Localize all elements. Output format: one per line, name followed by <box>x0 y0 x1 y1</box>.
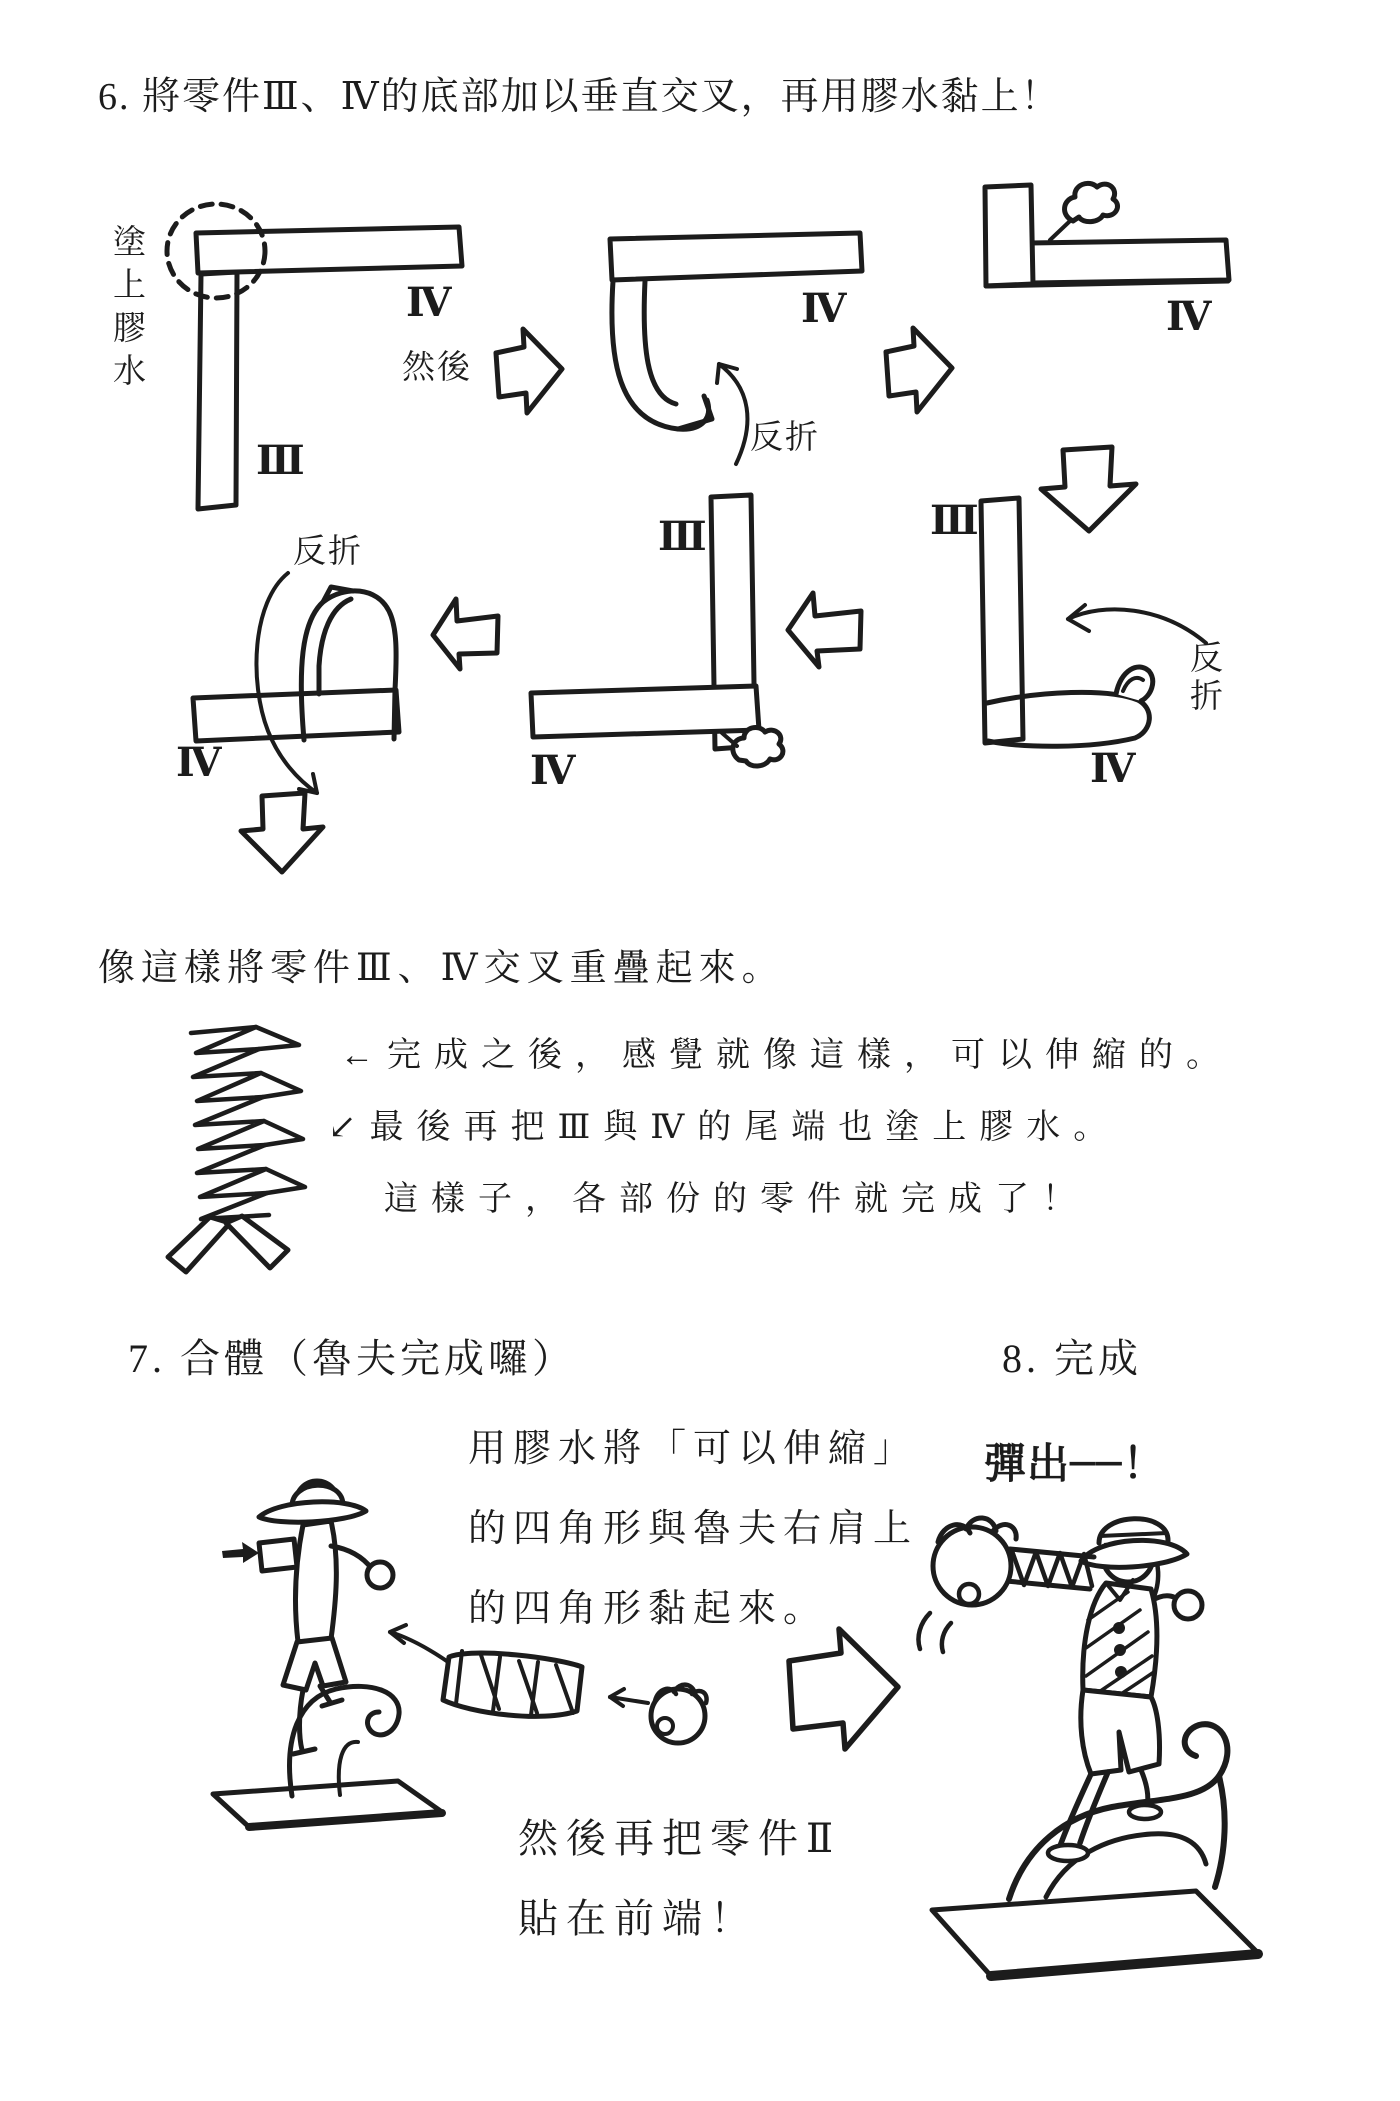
label-fold-back-1: 反折 <box>750 420 820 456</box>
spring-sample-icon <box>168 1027 305 1272</box>
step6-title: 6. 將零件Ⅲ、Ⅳ的底部加以垂直交叉，再用膠水黏上！ <box>98 76 1061 118</box>
label-part-iii-3: Ⅲ <box>658 514 707 559</box>
step7-note-line-2: 貼在前端！ <box>518 1896 758 1941</box>
step6-arrow-left-icon <box>788 593 861 667</box>
step6-arrow-down-2-icon <box>241 793 323 872</box>
label-fold-back-3: 反折 <box>293 534 363 570</box>
label-part-iv-2: Ⅳ <box>801 286 847 331</box>
step7-instruction-line-2: 的四角形與魯夫右肩上 <box>468 1508 919 1550</box>
step6-arrow-down-icon <box>1041 447 1136 531</box>
step7-figure-icon <box>213 1481 458 1827</box>
label-part-iv-1: Ⅳ <box>406 280 452 325</box>
step7-instruction-line-1: 用膠水將「可以伸縮」 <box>468 1428 919 1470</box>
step7-title: 7. 合體（魯夫完成囉） <box>128 1336 576 1381</box>
label-part-iii-1: Ⅲ <box>256 438 305 483</box>
step6-arrow-right-2-icon <box>886 328 952 412</box>
step8-title: 8. 完成 <box>1002 1336 1142 1381</box>
label-part-iii-2: Ⅲ <box>930 498 979 543</box>
step6-note-3: 這樣子，各部份的零件就完成了！ <box>384 1181 1089 1218</box>
step6-note-2: ↙最後再把Ⅲ與Ⅳ的尾端也塗上膠水。 <box>328 1109 1121 1146</box>
label-then: 然後 <box>402 350 472 386</box>
label-apply-glue: 塗上膠水 <box>107 224 144 396</box>
step6-arrow-left-2-icon <box>433 599 498 669</box>
step8-figure-icon <box>918 1518 1258 1976</box>
step7-arrow-right-icon <box>789 1629 898 1749</box>
step7-note-line-1: 然後再把零件Ⅱ <box>518 1816 842 1861</box>
label-fold-back-2: 反折 <box>1184 640 1221 716</box>
step6-note-1: ←完成之後，感覺就像這樣，可以伸縮的。 <box>340 1037 1233 1074</box>
label-part-iv-4: Ⅳ <box>1090 746 1136 791</box>
step6-diagram-3-glued-icon <box>985 183 1229 286</box>
label-part-iv-5: Ⅳ <box>530 748 576 793</box>
step6-diagram-5-cross-icon <box>531 495 783 766</box>
spring-piece-icon <box>443 1651 582 1716</box>
fist-piece-icon <box>610 1685 707 1743</box>
label-part-iv-3: Ⅳ <box>1166 294 1212 339</box>
step6-diagram-4-fold-icon <box>981 498 1206 746</box>
step6-diagram-6-fold-icon <box>193 573 399 793</box>
step7-instruction-line-3: 的四角形黏起來。 <box>468 1588 829 1630</box>
step6-diagram-2-fold-icon <box>610 233 862 464</box>
step6-arrow-right-icon <box>496 329 562 413</box>
step6-caption: 像這樣將零件Ⅲ、Ⅳ交叉重疊起來。 <box>98 948 785 989</box>
step8-sfx-pop: 彈出──！ <box>984 1439 1166 1488</box>
label-part-iv-6: Ⅳ <box>176 740 222 785</box>
